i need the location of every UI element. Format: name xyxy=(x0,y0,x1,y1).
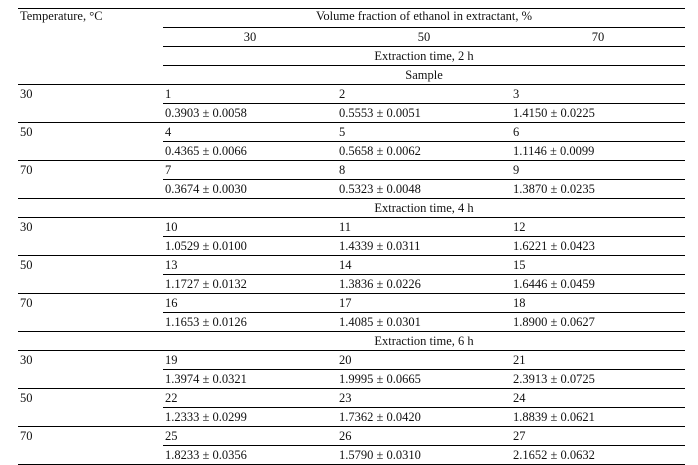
header-row-1 xyxy=(18,9,685,28)
spacer-cell xyxy=(18,199,163,218)
sample-number-cell: 14 xyxy=(337,256,511,275)
sample-number-cell: 4 xyxy=(163,123,337,142)
value-cell: 1.3836 ± 0.0226 xyxy=(337,275,511,294)
value-row xyxy=(18,313,685,332)
value-row xyxy=(18,408,685,427)
temperature-cell: 50 xyxy=(18,256,163,275)
value-row xyxy=(18,180,685,199)
sample-number-row xyxy=(18,123,685,142)
sample-number-cell: 16 xyxy=(163,294,337,313)
temperature-cell: 50 xyxy=(18,123,163,142)
sample-number-cell: 9 xyxy=(511,161,685,180)
temperature-cell: 30 xyxy=(18,351,163,370)
sample-number-row xyxy=(18,85,685,104)
value-cell: 1.2333 ± 0.0299 xyxy=(163,408,337,427)
spacer-cell xyxy=(18,66,163,85)
value-cell: 2.1652 ± 0.0632 xyxy=(511,446,685,465)
table-body xyxy=(18,9,685,465)
temperature-cell: 30 xyxy=(18,218,163,237)
value-cell: 0.5553 ± 0.0051 xyxy=(337,104,511,123)
temperature-cell: 70 xyxy=(18,294,163,313)
value-cell: 1.1146 ± 0.0099 xyxy=(511,142,685,161)
value-cell: 1.3974 ± 0.0321 xyxy=(163,370,337,389)
sample-number-row xyxy=(18,218,685,237)
value-cell: 1.6221 ± 0.0423 xyxy=(511,237,685,256)
sample-number-row xyxy=(18,389,685,408)
value-cell: 1.1653 ± 0.0126 xyxy=(163,313,337,332)
value-cell: 1.8839 ± 0.0621 xyxy=(511,408,685,427)
sample-number-cell: 21 xyxy=(511,351,685,370)
value-cell: 1.4085 ± 0.0301 xyxy=(337,313,511,332)
sample-number-cell: 8 xyxy=(337,161,511,180)
sample-number-row xyxy=(18,351,685,370)
sample-number-cell: 13 xyxy=(163,256,337,275)
spacer-cell xyxy=(18,47,163,66)
block-title-row xyxy=(18,332,685,351)
value-cell: 1.4339 ± 0.0311 xyxy=(337,237,511,256)
temperature-cell: 50 xyxy=(18,389,163,408)
empty-cell xyxy=(18,370,163,389)
sample-number-row xyxy=(18,161,685,180)
extraction-time-label: Extraction time, 4 h xyxy=(163,199,685,218)
sample-number-cell: 5 xyxy=(337,123,511,142)
value-row xyxy=(18,275,685,294)
sample-number-cell: 6 xyxy=(511,123,685,142)
sample-row xyxy=(18,66,685,85)
temperature-cell: 30 xyxy=(18,85,163,104)
sample-number-cell: 20 xyxy=(337,351,511,370)
temperature-header: Temperature, °C xyxy=(18,9,163,47)
value-cell: 0.5658 ± 0.0062 xyxy=(337,142,511,161)
value-cell: 1.0529 ± 0.0100 xyxy=(163,237,337,256)
value-cell: 0.3674 ± 0.0030 xyxy=(163,180,337,199)
sample-number-cell: 25 xyxy=(163,427,337,446)
sample-number-cell: 17 xyxy=(337,294,511,313)
value-cell: 1.1727 ± 0.0132 xyxy=(163,275,337,294)
volume-fraction-header: Volume fraction of ethanol in extractant, % xyxy=(163,9,685,28)
value-cell: 1.8900 ± 0.0627 xyxy=(511,313,685,332)
empty-cell xyxy=(18,275,163,294)
value-cell: 1.6446 ± 0.0459 xyxy=(511,275,685,294)
sample-number-cell: 22 xyxy=(163,389,337,408)
empty-cell xyxy=(18,142,163,161)
empty-cell xyxy=(18,237,163,256)
sample-number-cell: 10 xyxy=(163,218,337,237)
value-cell: 1.5790 ± 0.0310 xyxy=(337,446,511,465)
empty-cell xyxy=(18,446,163,465)
sample-number-cell: 27 xyxy=(511,427,685,446)
sample-number-row xyxy=(18,294,685,313)
value-cell: 0.3903 ± 0.0058 xyxy=(163,104,337,123)
temperature-cell: 70 xyxy=(18,161,163,180)
value-cell: 1.3870 ± 0.0235 xyxy=(511,180,685,199)
value-row xyxy=(18,370,685,389)
extraction-time-label: Extraction time, 2 h xyxy=(163,47,685,66)
sample-number-cell: 3 xyxy=(511,85,685,104)
sample-label: Sample xyxy=(163,66,685,85)
extraction-table xyxy=(18,8,685,465)
sample-number-cell: 11 xyxy=(337,218,511,237)
sample-number-cell: 18 xyxy=(511,294,685,313)
sample-number-cell: 12 xyxy=(511,218,685,237)
column-header-70: 70 xyxy=(591,29,605,44)
extraction-time-label: Extraction time, 6 h xyxy=(163,332,685,351)
value-cell: 1.7362 ± 0.0420 xyxy=(337,408,511,427)
sample-number-cell: 1 xyxy=(163,85,337,104)
sample-number-cell: 7 xyxy=(163,161,337,180)
sample-number-row xyxy=(18,427,685,446)
sample-number-cell: 19 xyxy=(163,351,337,370)
sample-number-cell: 15 xyxy=(511,256,685,275)
sample-number-cell: 2 xyxy=(337,85,511,104)
sample-number-cell: 26 xyxy=(337,427,511,446)
value-row xyxy=(18,142,685,161)
value-row xyxy=(18,446,685,465)
sample-number-row xyxy=(18,256,685,275)
value-cell: 0.4365 ± 0.0066 xyxy=(163,142,337,161)
column-header-50: 50 xyxy=(417,29,431,44)
value-row xyxy=(18,237,685,256)
empty-cell xyxy=(18,408,163,427)
sample-number-cell: 24 xyxy=(511,389,685,408)
spacer-cell xyxy=(18,332,163,351)
value-cell: 1.9995 ± 0.0665 xyxy=(337,370,511,389)
column-header-30: 30 xyxy=(243,29,257,44)
value-cell: 2.3913 ± 0.0725 xyxy=(511,370,685,389)
value-cell: 1.4150 ± 0.0225 xyxy=(511,104,685,123)
value-cell: 0.5323 ± 0.0048 xyxy=(337,180,511,199)
empty-cell xyxy=(18,180,163,199)
block-title-row xyxy=(18,47,685,66)
value-row xyxy=(18,104,685,123)
temperature-cell: 70 xyxy=(18,427,163,446)
empty-cell xyxy=(18,104,163,123)
block-title-row xyxy=(18,199,685,218)
empty-cell xyxy=(18,313,163,332)
value-cell: 1.8233 ± 0.0356 xyxy=(163,446,337,465)
sample-number-cell: 23 xyxy=(337,389,511,408)
